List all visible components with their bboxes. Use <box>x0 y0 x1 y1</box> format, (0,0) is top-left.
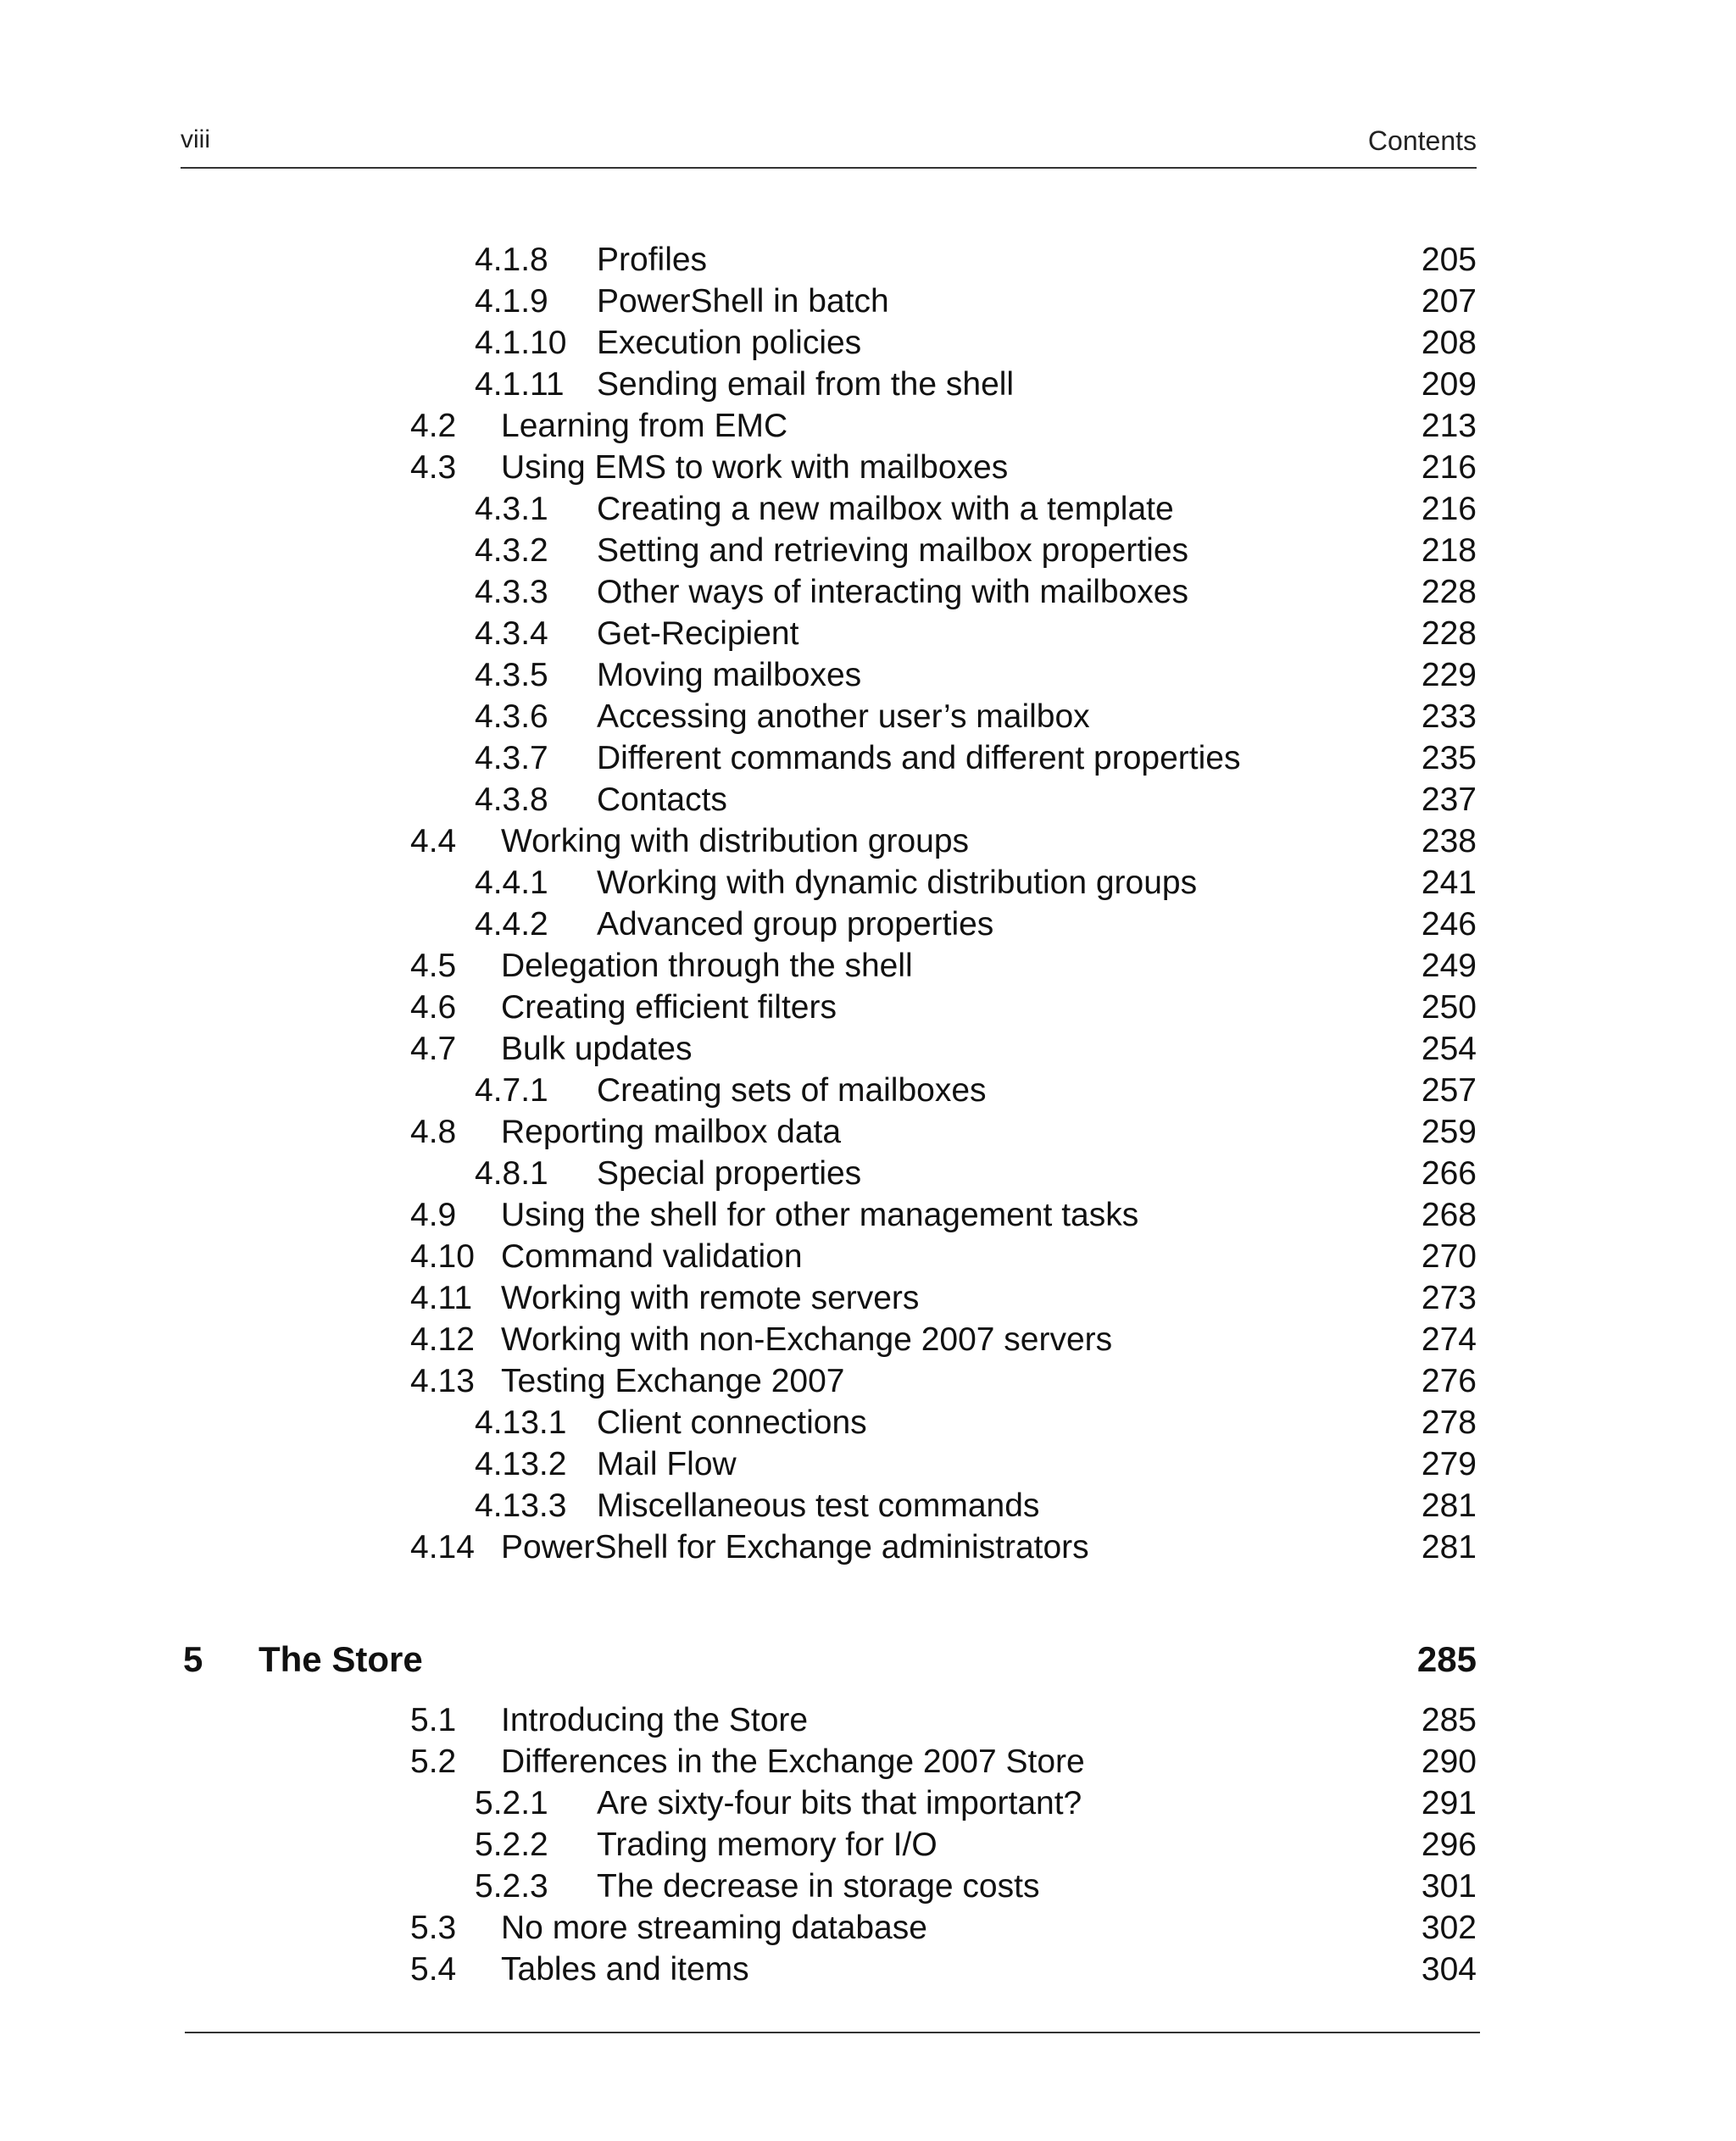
toc-entry-title: Using EMS to work with mailboxes <box>501 449 1009 486</box>
toc-entry-page: 257 <box>1421 1072 1477 1109</box>
toc-entry-page: 270 <box>1421 1238 1477 1275</box>
toc-entry-title: The Store <box>259 1639 423 1679</box>
toc-entry-page: 250 <box>1421 989 1477 1026</box>
toc-chapter-row[interactable] <box>0 1638 1736 1680</box>
toc-entry[interactable] <box>0 1402 1736 1443</box>
toc-entry[interactable] <box>0 1070 1736 1111</box>
toc-entry[interactable] <box>0 696 1736 737</box>
page-number: viii <box>181 125 210 153</box>
toc-entry-number: 5.2.3 <box>475 1868 548 1905</box>
toc-entry-title: Mail Flow <box>597 1446 737 1482</box>
toc-entry[interactable] <box>0 1153 1736 1194</box>
toc-entry[interactable] <box>0 530 1736 571</box>
toc-entry[interactable] <box>0 281 1736 322</box>
toc-entry[interactable] <box>0 1824 1736 1866</box>
toc-entry-page: 228 <box>1421 615 1477 652</box>
toc-entry-number: 4.3.5 <box>475 657 548 693</box>
toc-entry-number: 5.4 <box>410 1951 457 1988</box>
toc-entry-number: 4.3.4 <box>475 615 548 652</box>
toc-entry[interactable] <box>0 1111 1736 1153</box>
toc-entry-title: Working with distribution groups <box>501 823 970 859</box>
toc-entry-page: 296 <box>1421 1827 1477 1863</box>
toc-entry[interactable] <box>0 1699 1736 1741</box>
toc-entry-title: Delegation through the shell <box>501 948 913 984</box>
toc-entry[interactable] <box>0 1866 1736 1907</box>
toc-entry[interactable] <box>0 820 1736 862</box>
toc-entry[interactable] <box>0 322 1736 364</box>
toc-entry-number: 4.13.3 <box>475 1488 567 1524</box>
toc-entry[interactable] <box>0 405 1736 447</box>
toc-entry[interactable] <box>0 1782 1736 1824</box>
toc-entry-title: Accessing another user’s mailbox <box>597 698 1090 735</box>
toc-entry-title: Miscellaneous test commands <box>597 1488 1040 1524</box>
toc-entry-title: Execution policies <box>597 325 862 361</box>
toc-entry[interactable] <box>0 1485 1736 1527</box>
toc-entry-number: 4.1.10 <box>475 325 567 361</box>
toc-entry[interactable] <box>0 613 1736 654</box>
toc-entry-page: 281 <box>1421 1529 1477 1565</box>
toc-entry-title: Profiles <box>597 242 708 278</box>
toc-entry-number: 4.11 <box>410 1280 473 1316</box>
toc-entry-number: 4.1.8 <box>475 242 548 278</box>
running-title: Contents <box>1367 125 1477 156</box>
toc-entry-number: 5.2 <box>410 1743 457 1780</box>
toc-entry[interactable] <box>0 1319 1736 1360</box>
toc-entry[interactable] <box>0 447 1736 488</box>
toc-entry-title: Moving mailboxes <box>597 657 862 693</box>
toc-entry-page: 268 <box>1421 1197 1477 1233</box>
toc-entry-number: 4.3.1 <box>475 491 548 527</box>
toc-entry-page: 259 <box>1421 1114 1477 1150</box>
toc-entry-title: Setting and retrieving mailbox properties <box>597 532 1189 569</box>
toc-entry-title: The decrease in storage costs <box>597 1868 1040 1905</box>
toc-entry-page: 290 <box>1421 1743 1477 1780</box>
toc-entry[interactable] <box>0 737 1736 779</box>
toc-entry-page: 233 <box>1421 698 1477 735</box>
toc-entry[interactable] <box>0 1907 1736 1949</box>
toc-entry-number: 5.1 <box>410 1702 457 1738</box>
toc-entry-page: 301 <box>1421 1868 1477 1905</box>
toc-entry-page: 213 <box>1421 408 1477 444</box>
toc-entry[interactable] <box>0 1741 1736 1782</box>
toc-entry[interactable] <box>0 862 1736 904</box>
toc-entry-title: Get-Recipient <box>597 615 799 652</box>
toc-entry-title: Learning from EMC <box>501 408 788 444</box>
toc-entry-page: 249 <box>1421 948 1477 984</box>
toc-entry-title: Tables and items <box>501 1951 749 1988</box>
toc-entry[interactable] <box>0 1236 1736 1277</box>
toc-entry-title: Using the shell for other management tasks <box>501 1197 1139 1233</box>
toc-entry-title: Different commands and different properties <box>597 740 1241 776</box>
toc-entry-title: Bulk updates <box>501 1031 693 1067</box>
toc-entry-number: 4.3.8 <box>475 781 548 818</box>
toc-entry-page: 302 <box>1421 1910 1477 1946</box>
toc-entry[interactable] <box>0 1443 1736 1485</box>
toc-entry-number: 4.2 <box>410 408 457 444</box>
toc-entry-number: 5.2.2 <box>475 1827 548 1863</box>
toc-entry-number: 4.3.2 <box>475 532 548 569</box>
toc-entry-page: 228 <box>1421 574 1477 610</box>
toc-entry-title: Working with dynamic distribution groups <box>597 865 1198 901</box>
toc-entry-number: 4.14 <box>410 1529 475 1565</box>
toc-entry-title: Working with non-Exchange 2007 servers <box>501 1321 1113 1358</box>
toc-entry-number: 4.3.6 <box>475 698 548 735</box>
toc-entry-title: Working with remote servers <box>501 1280 920 1316</box>
toc-entry-page: 218 <box>1421 532 1477 569</box>
toc-entry-title: Contacts <box>597 781 727 818</box>
toc-entry-title: PowerShell in batch <box>597 283 889 320</box>
toc-entry[interactable] <box>0 1277 1736 1319</box>
toc-entry-number: 4.5 <box>410 948 457 984</box>
toc-entry-number: 5 <box>183 1639 203 1679</box>
toc-entry-title: Advanced group properties <box>597 906 994 943</box>
toc-entry-page: 285 <box>1421 1702 1477 1738</box>
toc-entry-page: 278 <box>1421 1404 1477 1441</box>
toc-entry-number: 4.9 <box>410 1197 457 1233</box>
toc-entry-number: 4.12 <box>410 1321 475 1358</box>
toc-entry-page: 207 <box>1421 283 1477 320</box>
toc-entry-page: 279 <box>1421 1446 1477 1482</box>
toc-entry-page: 229 <box>1421 657 1477 693</box>
toc-entry-number: 4.7 <box>410 1031 457 1067</box>
toc-entry-title: Differences in the Exchange 2007 Store <box>501 1743 1085 1780</box>
toc-entry-number: 4.8 <box>410 1114 457 1150</box>
toc-entry-title: Testing Exchange 2007 <box>501 1363 845 1399</box>
toc-entry-page: 237 <box>1421 781 1477 818</box>
toc-entry-title: No more streaming database <box>501 1910 927 1946</box>
toc-entry-page: 205 <box>1421 242 1477 278</box>
toc-entry-page: 216 <box>1421 449 1477 486</box>
toc-entry[interactable] <box>0 1194 1736 1236</box>
toc-entry-page: 209 <box>1421 366 1477 403</box>
toc-entry-title: Client connections <box>597 1404 867 1441</box>
toc-entry-page: 241 <box>1421 865 1477 901</box>
toc-entry-page: 285 <box>1416 1639 1477 1679</box>
toc-entry-title: Other ways of interacting with mailboxes <box>597 574 1188 610</box>
toc-entry-title: Command validation <box>501 1238 803 1275</box>
toc-entry-page: 235 <box>1421 740 1477 776</box>
toc-entry-number: 4.3.7 <box>475 740 548 776</box>
toc-entry[interactable] <box>0 779 1736 820</box>
toc-entry[interactable] <box>0 488 1736 530</box>
toc-entry-number: 4.1.9 <box>475 283 548 320</box>
toc-entry-number: 4.7.1 <box>475 1072 548 1109</box>
toc-entry-title: Trading memory for I/O <box>597 1827 938 1863</box>
toc-entry-number: 4.3.3 <box>475 574 548 610</box>
toc-entry-number: 4.10 <box>410 1238 475 1275</box>
toc-entry[interactable] <box>0 364 1736 405</box>
toc-entry[interactable] <box>0 1949 1736 1990</box>
toc-entry-title: Reporting mailbox data <box>501 1114 842 1150</box>
toc-entry-page: 304 <box>1421 1951 1477 1988</box>
toc-entry[interactable] <box>0 1360 1736 1402</box>
toc-entry-title: Creating a new mailbox with a template <box>597 491 1174 527</box>
header-rule <box>181 167 1477 169</box>
footer-rule <box>185 2032 1480 2033</box>
toc-entry-number: 4.3 <box>410 449 457 486</box>
toc-entry[interactable] <box>0 1028 1736 1070</box>
toc-entry-title: PowerShell for Exchange administrators <box>501 1529 1089 1565</box>
toc-entry-title: Creating sets of mailboxes <box>597 1072 987 1109</box>
toc-entry-page: 291 <box>1421 1785 1477 1821</box>
toc-entry[interactable] <box>0 945 1736 987</box>
toc-entry-number: 4.8.1 <box>475 1155 548 1192</box>
toc-entry-title: Creating efficient filters <box>501 989 837 1026</box>
toc-entry[interactable] <box>0 1527 1736 1568</box>
toc-entry-number: 4.6 <box>410 989 457 1026</box>
toc-entry-number: 4.4.1 <box>475 865 548 901</box>
toc-entry-number: 4.1.11 <box>475 366 565 403</box>
toc-entry-title: Introducing the Store <box>501 1702 809 1738</box>
toc-entry-number: 4.13 <box>410 1363 475 1399</box>
toc-entry-number: 4.13.1 <box>475 1404 567 1441</box>
toc-entry-page: 208 <box>1421 325 1477 361</box>
toc-entry-page: 281 <box>1421 1488 1477 1524</box>
toc-entry-number: 4.4 <box>410 823 457 859</box>
toc-entry-number: 5.2.1 <box>475 1785 548 1821</box>
toc-entry[interactable] <box>0 987 1736 1028</box>
toc-entry[interactable] <box>0 654 1736 696</box>
toc-entry-page: 238 <box>1421 823 1477 859</box>
toc-entry-page: 273 <box>1421 1280 1477 1316</box>
toc-entry-number: 5.3 <box>410 1910 457 1946</box>
toc-entry[interactable] <box>0 239 1736 281</box>
toc-entry-page: 216 <box>1421 491 1477 527</box>
toc-entry-page: 266 <box>1421 1155 1477 1192</box>
toc-entry-title: Special properties <box>597 1155 862 1192</box>
toc-entry-page: 276 <box>1421 1363 1477 1399</box>
toc-entry-page: 274 <box>1421 1321 1477 1358</box>
toc-entry-number: 4.4.2 <box>475 906 548 943</box>
toc-entry-title: Are sixty-four bits that important? <box>597 1785 1082 1821</box>
toc-entry-page: 254 <box>1421 1031 1477 1067</box>
toc-entry-number: 4.13.2 <box>475 1446 567 1482</box>
toc-entry[interactable] <box>0 904 1736 945</box>
toc-entry-title: Sending email from the shell <box>597 366 1015 403</box>
toc-entry-page: 246 <box>1421 906 1477 943</box>
toc-entry[interactable] <box>0 571 1736 613</box>
